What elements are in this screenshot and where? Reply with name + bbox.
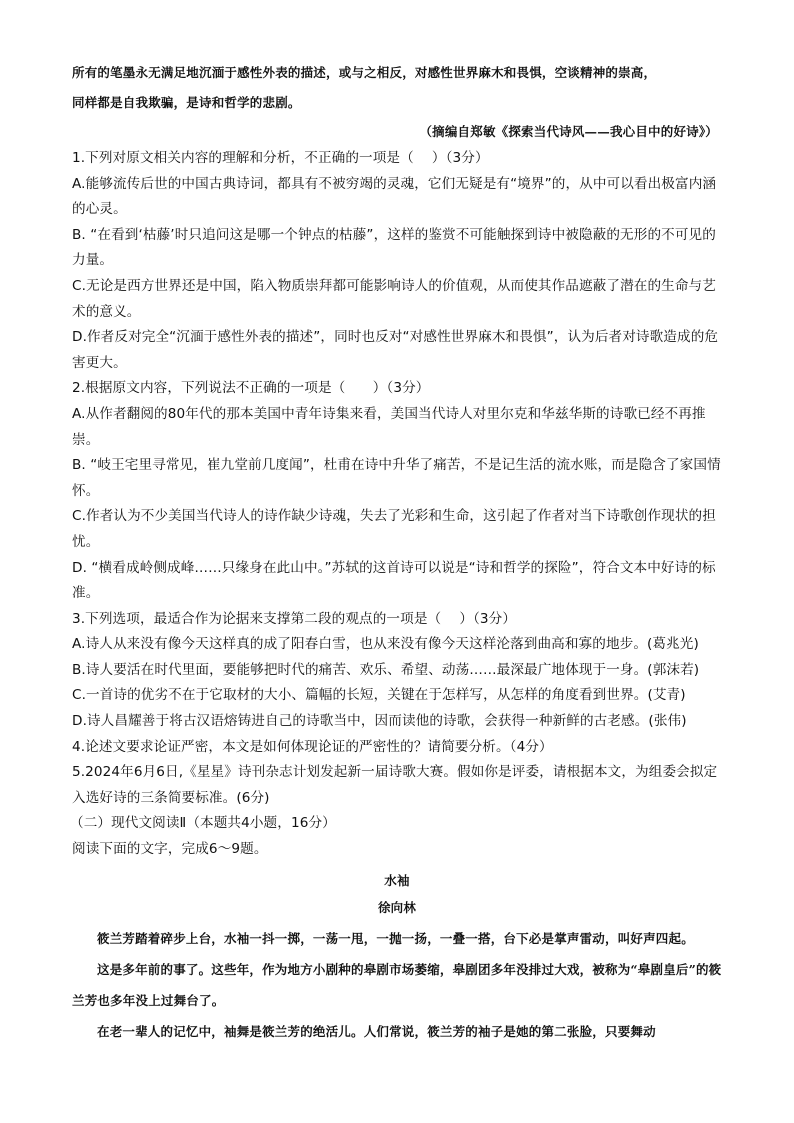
question-stem: 1.下列对原文相关内容的理解和分析，不正确的一项是（ ）（3分）	[72, 150, 489, 166]
question-stem: 5.2024年6月6日,《星星》诗刊杂志计划发起新一届诗歌大赛。假如你是评委，请根据本文，为组委会拟定入选好诗的三条简要标准。(6分)	[72, 764, 718, 806]
question-stem: 3.下列选项，最适合作为论据来支撑第二段的观点的一项是（ ）（3分）	[72, 610, 517, 627]
section-heading: （二）现代文阅读Ⅱ（本题共4小题，16分）	[70, 815, 336, 832]
option-c: C.作者认为不少美国当代诗人的诗作缺少诗魂，失去了光彩和生命，这引起了作者对当下诗歌创作现状的担忧。	[72, 508, 716, 550]
story-paragraph: 在老一辈人的记忆中，袖舞是筱兰芳的绝活儿。人们常说，筱兰芳的袖子是她的第二张脸，只要舞动	[97, 1023, 656, 1039]
option-c: C.一首诗的优劣不在于它取材的大小、篇幅的长短，关键在于怎样写，从怎样的角度看到世界。(艾青)	[72, 687, 686, 704]
story-paragraph: 筱兰芳踏着碎步上台，水袖一抖一掷，一荡一甩，一抛一扬，一叠一搭，台下必是掌声雷动，叫好声四起。	[97, 930, 694, 946]
option-d: D.作者反对完全“沉湎于感性外表的描述”，同时也反对“对感性世界麻木和畏惧”，认为后者对诗歌造成的危害更大。	[72, 329, 719, 371]
section-instruction: 阅读下面的文字，完成6～9题。	[72, 841, 268, 858]
option-d: D. “横看成岭侧成峰……只缘身在此山中。”苏轼的这首诗可以说是“诗和哲学的探险”，符合文本中好诗的标准。	[72, 559, 716, 602]
question-2	[72, 376, 722, 606]
question-stem: 4.论述文要求论证严密，本文是如何体现论证的严密性的？请简要分析。（4分）	[72, 738, 553, 755]
essay-line-1: 所有的笔墨永无满足地沉湎于感性外表的描述，或与之相反，对感性世界麻木和畏惧，空谈精神的崇高，	[72, 65, 657, 80]
question-4	[72, 735, 722, 761]
essay-conclusion	[72, 58, 722, 146]
option-a: A.诗人从来没有像今天这样真的成了阳春白雪，也从来没有像今天这样沦落到曲高和寡的地步。(葛兆光)	[72, 636, 699, 653]
essay-line-2: 同样都是自我欺骗，是诗和哲学的悲剧。	[72, 95, 301, 110]
question-list	[72, 146, 722, 863]
option-a: A.从作者翻阅的80年代的那本美国中青年诗集来看，美国当代诗人对里尔克和华兹华斯的诗歌已经不再推崇。	[72, 405, 706, 448]
option-d: D.诗人昌耀善于将古汉语熔铸进自己的诗歌当中，因而读他的诗歌，会获得一种新鲜的古老感。(张伟)	[72, 713, 687, 730]
option-b: B. “岐王宅里寻常见，崔九堂前几度闻”，杜甫在诗中升华了痛苦，不是记生活的流水账，而是隐含了家国情怀。	[72, 457, 721, 499]
story	[72, 869, 722, 1047]
document-page	[72, 58, 722, 1047]
story-title: 水袖	[384, 872, 410, 888]
question-5	[72, 760, 722, 811]
option-a: A.能够流传后世的中国古典诗词，都具有不被穷竭的灵魂，它们无疑是有“境界”的，从中可以看出极富内涵的心灵。	[72, 175, 717, 218]
story-author: 徐向林	[377, 899, 417, 915]
question-3	[72, 607, 722, 735]
question-1	[72, 146, 722, 376]
option-b: B. “在看到‘枯藤’时只追问这是哪一个钟点的枯藤”，这样的鉴赏不可能触探到诗中被隐蔽的无形的不可见的力量。	[72, 226, 716, 269]
option-c: C.无论是西方世界还是中国，陷入物质崇拜都可能影响诗人的价值观，从而使其作品遮蔽了潜在的生命与艺术的意义。	[72, 277, 716, 320]
question-stem: 2.根据原文内容，下列说法不正确的一项是（ ）（3分）	[72, 380, 430, 397]
essay-source: （摘编自郑敏《探索当代诗风——我心目中的好诗》）	[419, 124, 718, 139]
story-paragraph: 这是多年前的事了。这些年，作为地方小剧种的皋剧市场萎缩，皋剧团多年没排过大戏，被称为“皋剧皇后”的筱兰芳也多年没上过舞台了。	[72, 961, 722, 1008]
option-b: B.诗人要活在时代里面，要能够把时代的痛苦、欢乐、希望、动荡……最深最广地体现于一身。(郭沫若)	[72, 661, 700, 678]
